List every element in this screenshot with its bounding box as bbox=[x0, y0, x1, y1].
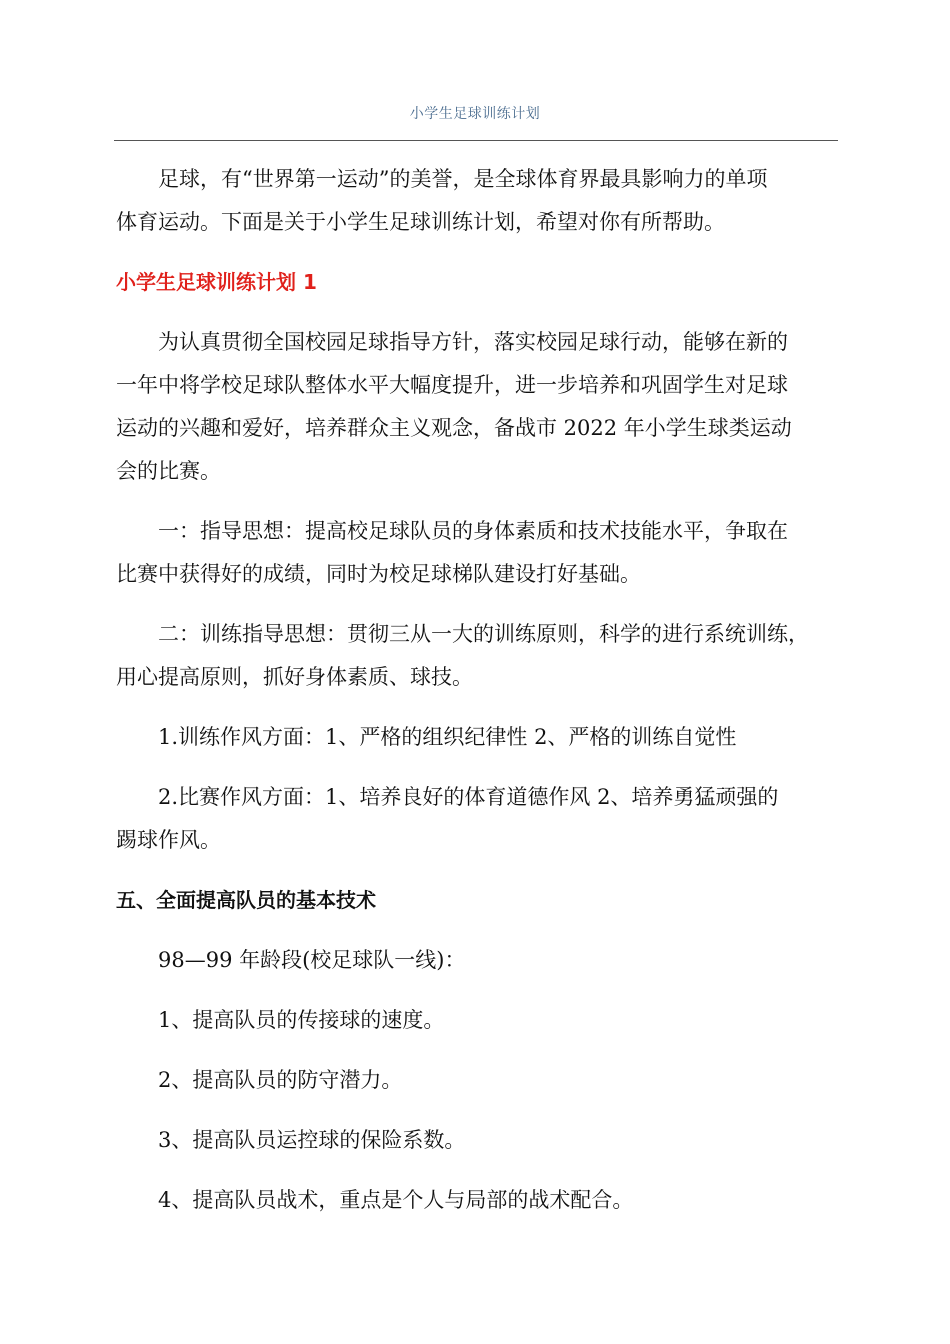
spacer bbox=[116, 596, 838, 613]
spacer bbox=[116, 493, 838, 510]
spacer bbox=[116, 304, 838, 321]
list-item: 2、提高队员的防守潜力。 bbox=[158, 1068, 403, 1092]
intro-paragraph bbox=[116, 158, 838, 244]
spacer bbox=[116, 982, 838, 999]
spacer bbox=[116, 759, 838, 776]
paragraph-training-style bbox=[116, 716, 838, 759]
paragraph-line: 二：训练指导思想：贯彻三从一大的训练原则，科学的进行系统训练， bbox=[158, 622, 809, 646]
paragraph-guiding-idea bbox=[116, 510, 838, 596]
paragraph-purpose bbox=[116, 321, 838, 493]
paragraph-line: 运动的兴趣和爱好，培养群众主义观念，备战市 2022 年小学生球类运动 bbox=[116, 416, 792, 440]
age-group-line: 98—99 年龄段(校足球队一线)： bbox=[158, 948, 466, 972]
spacer bbox=[116, 1102, 838, 1119]
running-header: 小学生足球训练计划 bbox=[409, 106, 541, 122]
spacer bbox=[116, 862, 838, 879]
section-heading-basic-skills: 五、全面提高队员的基本技术 bbox=[116, 888, 376, 912]
spacer bbox=[116, 1162, 838, 1179]
paragraph-line: 2.比赛作风方面：1、培养良好的体育道德作风 2、培养勇猛顽强的 bbox=[158, 785, 779, 809]
list-item: 1、提高队员的传接球的速度。 bbox=[158, 1008, 445, 1032]
list-item: 4、提高队员战术，重点是个人与局部的战术配合。 bbox=[158, 1188, 634, 1212]
spacer bbox=[116, 1042, 838, 1059]
paragraph-line: 用心提高原则，抓好身体素质、球技。 bbox=[116, 665, 473, 689]
paragraph-training-idea bbox=[116, 613, 838, 699]
paragraph-line: 一：指导思想：提高校足球队员的身体素质和技术技能水平，争取在 bbox=[158, 519, 788, 543]
paragraph-line: 比赛中获得好的成绩，同时为校足球梯队建设打好基础。 bbox=[116, 562, 641, 586]
spacer bbox=[116, 244, 838, 261]
paragraph-line: 为认真贯彻全国校园足球指导方针，落实校园足球行动，能够在新的 bbox=[158, 330, 788, 354]
section-heading-plan-1: 小学生足球训练计划 1 bbox=[116, 270, 317, 294]
header-divider bbox=[114, 140, 838, 141]
list-item: 3、提高队员运控球的保险系数。 bbox=[158, 1128, 466, 1152]
intro-line-2: 体育运动。下面是关于小学生足球训练计划，希望对你有所帮助。 bbox=[116, 210, 725, 234]
paragraph-line: 会的比赛。 bbox=[116, 459, 221, 483]
document-body bbox=[116, 158, 838, 1222]
paragraph-match-style bbox=[116, 776, 838, 862]
intro-line-1: 足球，有“世界第一运动”的美誉，是全球体育界最具影响力的单项 bbox=[158, 167, 768, 191]
spacer bbox=[116, 699, 838, 716]
spacer bbox=[116, 922, 838, 939]
paragraph-line: 踢球作风。 bbox=[116, 828, 221, 852]
paragraph-line: 一年中将学校足球队整体水平大幅度提升，进一步培养和巩固学生对足球 bbox=[116, 373, 788, 397]
paragraph-line: 1.训练作风方面：1、严格的组织纪律性 2、严格的训练自觉性 bbox=[158, 725, 737, 749]
